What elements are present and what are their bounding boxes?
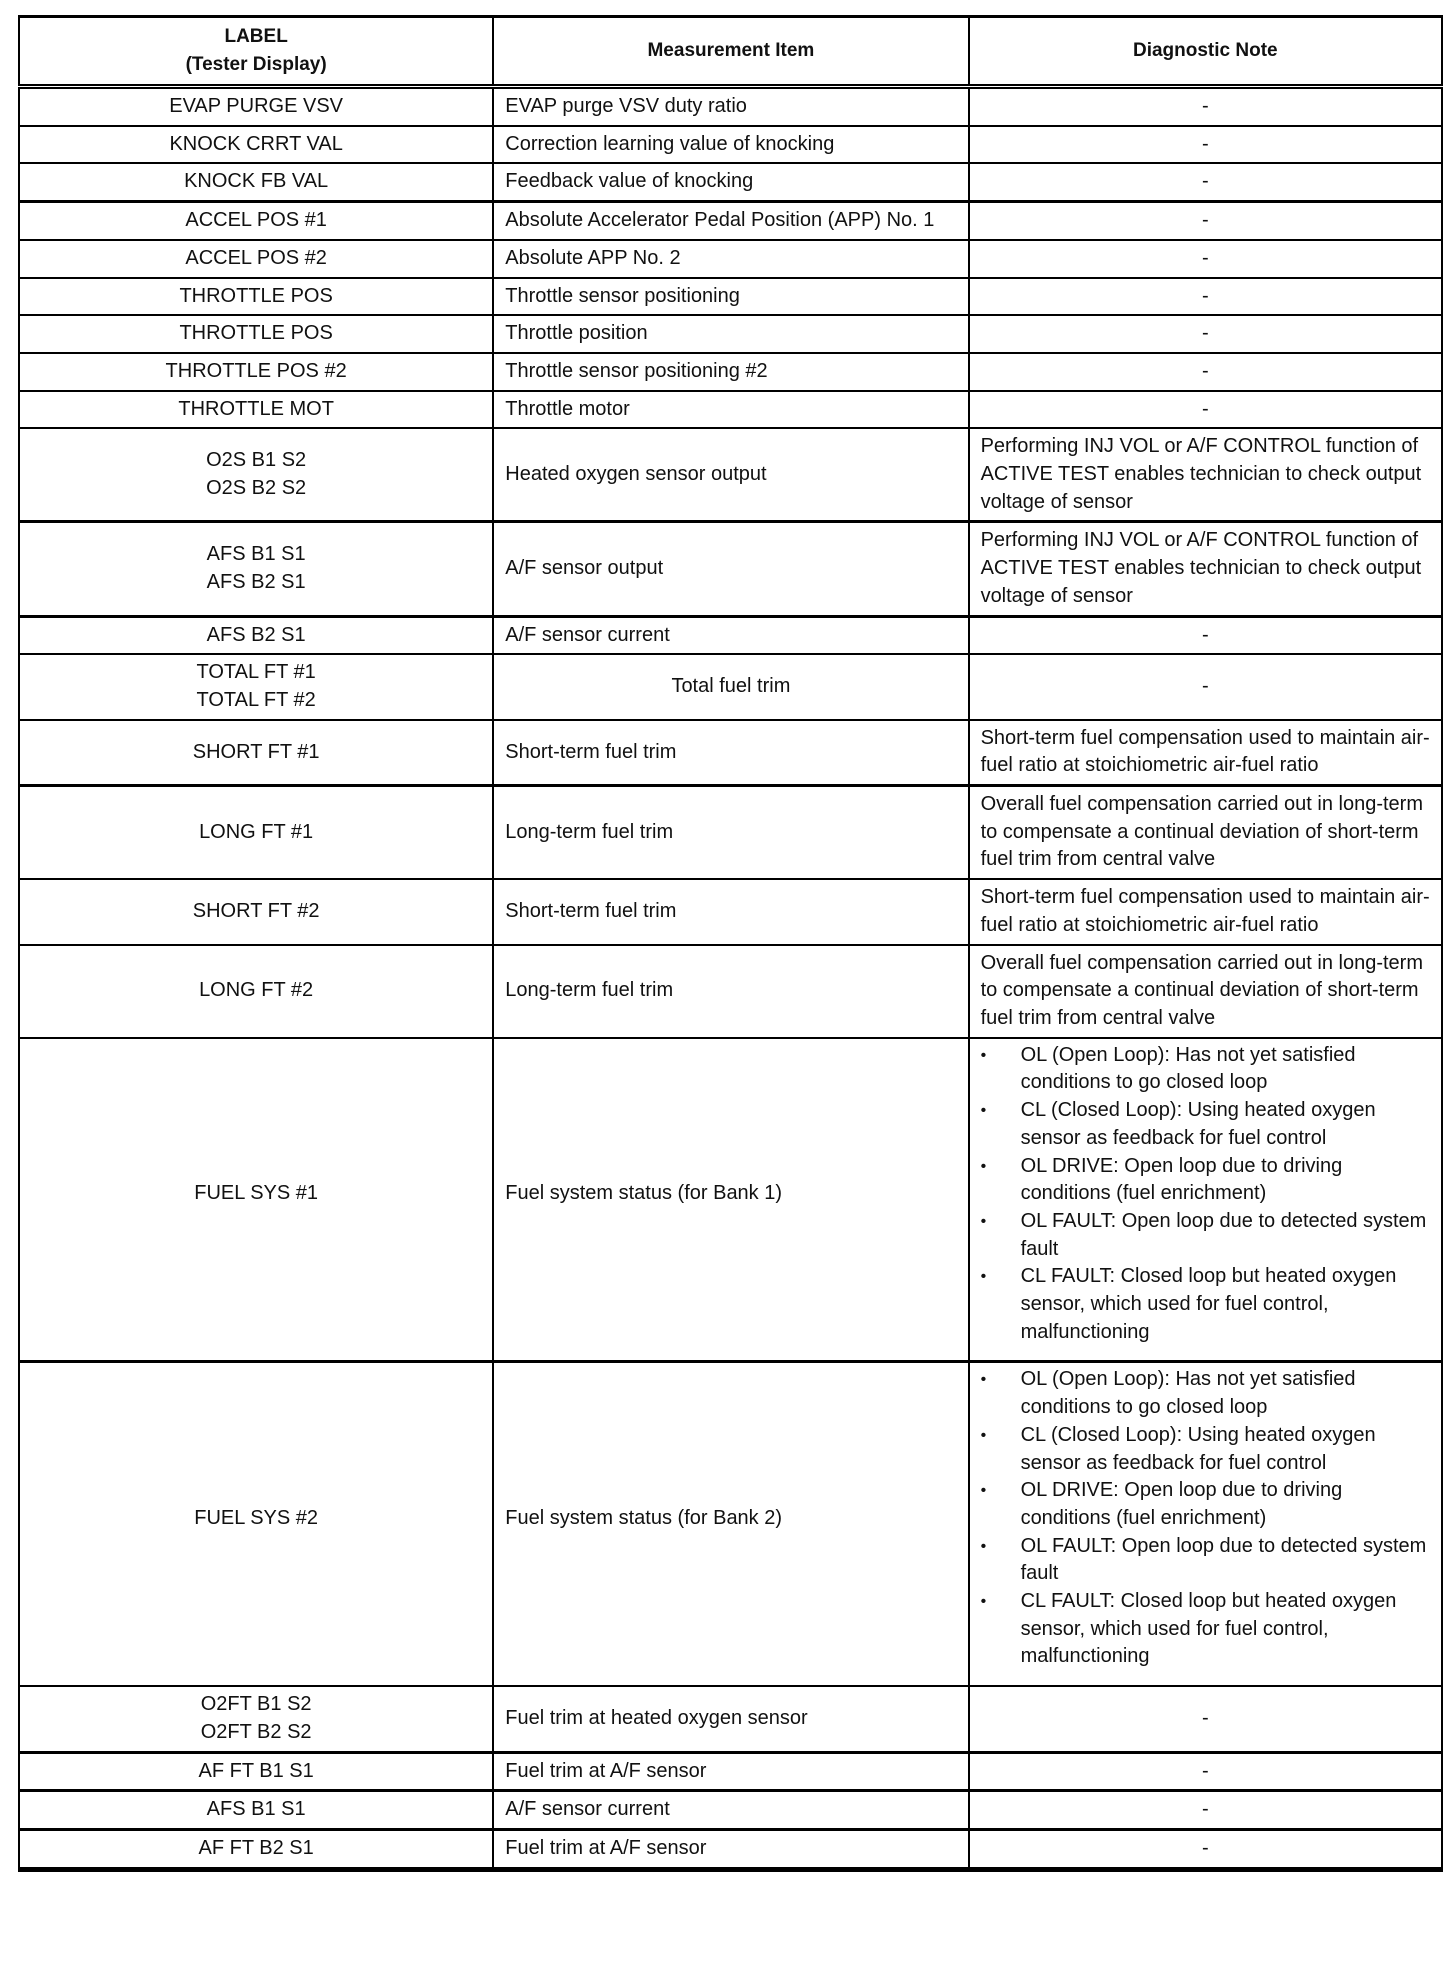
- tester-label: THROTTLE POS #2: [165, 359, 347, 382]
- table-row: [19, 1362, 1442, 1686]
- diagnostic-note: -: [969, 1791, 1442, 1830]
- measurement-item: Throttle sensor positioning: [493, 278, 968, 316]
- table-row: [19, 353, 1442, 391]
- diagnostic-note: -: [969, 126, 1442, 164]
- diagnostic-note: Short-term fuel compensation used to maintain air-fuel ratio at stoichiometric air-fuel ratio: [969, 720, 1442, 786]
- tester-label: AFS B1 S1: [206, 543, 306, 566]
- measurement-item: A/F sensor current: [493, 616, 968, 654]
- label-cell: [19, 879, 493, 944]
- label-cell: [19, 391, 493, 429]
- label-cell: [19, 1686, 493, 1752]
- label-cell: [19, 720, 493, 786]
- measurement-item: Fuel trim at A/F sensor: [493, 1829, 968, 1869]
- table-row: [19, 163, 1442, 201]
- diagnostic-note: [969, 1362, 1442, 1686]
- measurement-item: Throttle position: [493, 315, 968, 353]
- label-cell: [19, 315, 493, 353]
- header-diagnostic-note: Diagnostic Note: [969, 17, 1442, 87]
- table-row: [19, 315, 1442, 353]
- tester-label: AFS B2 S1: [206, 570, 306, 593]
- tester-label: TOTAL FT #2: [196, 688, 316, 711]
- measurement-item: Correction learning value of knocking: [493, 126, 968, 164]
- measurement-item: Absolute APP No. 2: [493, 240, 968, 278]
- diagnostic-note: [969, 1038, 1442, 1362]
- tester-label: ACCEL POS #1: [185, 209, 327, 232]
- header-label-line1: LABEL: [224, 26, 288, 48]
- table-row: [19, 1038, 1442, 1362]
- measurement-item: Heated oxygen sensor output: [493, 428, 968, 522]
- table-row: [19, 126, 1442, 164]
- note-bullet-item: • OL (Open Loop): Has not yet satisfied conditions to go closed loop: [1021, 1042, 1430, 1097]
- tester-label: TOTAL FT #1: [196, 661, 316, 684]
- label-cell: [19, 240, 493, 278]
- tester-label: O2FT B2 S2: [200, 1720, 312, 1743]
- label-cell: [19, 1362, 493, 1686]
- diagnostic-note: Short-term fuel compensation used to maintain air-fuel ratio at stoichiometric air-fuel ratio: [969, 879, 1442, 944]
- note-bullet-item: • CL (Closed Loop): Using heated oxygen sensor as feedback for fuel control: [1021, 1097, 1430, 1152]
- note-bullet-item: • OL FAULT: Open loop due to detected system fault: [1021, 1208, 1430, 1263]
- measurement-item: Short-term fuel trim: [493, 879, 968, 944]
- tester-label: SHORT FT #2: [192, 900, 320, 923]
- tester-label: AF FT B1 S1: [198, 1759, 314, 1782]
- tester-label: AFS B2 S1: [206, 623, 306, 646]
- diagnostic-note: -: [969, 315, 1442, 353]
- label-cell: [19, 428, 493, 522]
- table-row: [19, 1686, 1442, 1752]
- tester-label: SHORT FT #1: [192, 740, 320, 763]
- label-cell: [19, 1791, 493, 1830]
- header-label: [19, 17, 493, 87]
- tester-label: O2S B2 S2: [206, 476, 307, 499]
- measurement-item: Feedback value of knocking: [493, 163, 968, 201]
- measurement-item: Fuel trim at heated oxygen sensor: [493, 1686, 968, 1752]
- measurement-item: Long-term fuel trim: [493, 945, 968, 1038]
- label-cell: [19, 202, 493, 240]
- diagnostic-note: -: [969, 1829, 1442, 1869]
- tester-label: AF FT B2 S1: [198, 1836, 314, 1859]
- tester-label: FUEL SYS #1: [194, 1182, 319, 1205]
- tester-label: AFS B1 S1: [206, 1798, 306, 1821]
- table-row: [19, 1829, 1442, 1869]
- header-label-line2: (Tester Display): [185, 54, 327, 75]
- measurement-item: EVAP purge VSV duty ratio: [493, 87, 968, 126]
- note-bullet-item: • CL (Closed Loop): Using heated oxygen sensor as feedback for fuel control: [1021, 1422, 1430, 1477]
- measurement-item: Throttle motor: [493, 391, 968, 429]
- tester-label: LONG FT #2: [199, 979, 314, 1002]
- note-bullet-item: • OL DRIVE: Open loop due to driving conditions (fuel enrichment): [1021, 1477, 1430, 1532]
- tester-label: THROTTLE MOT: [178, 397, 334, 420]
- table-row: [19, 720, 1442, 786]
- note-bullet-item: • OL (Open Loop): Has not yet satisfied conditions to go closed loop: [1021, 1366, 1430, 1421]
- diagnostic-note: -: [969, 654, 1442, 719]
- measurement-item: Short-term fuel trim: [493, 720, 968, 786]
- label-cell: [19, 353, 493, 391]
- diagnostic-note: -: [969, 616, 1442, 654]
- tester-label: KNOCK FB VAL: [184, 170, 329, 193]
- table-header: [19, 17, 1442, 87]
- diagnostic-note: -: [969, 1752, 1442, 1791]
- measurement-item: Absolute Accelerator Pedal Position (APP) No. 1: [493, 202, 968, 240]
- table-row: [19, 522, 1442, 616]
- measurement-item: Fuel system status (for Bank 1): [493, 1038, 968, 1362]
- diagnostic-note: -: [969, 202, 1442, 240]
- table-row: [19, 428, 1442, 522]
- measurement-item: Long-term fuel trim: [493, 786, 968, 880]
- label-cell: [19, 1829, 493, 1869]
- note-bullet-list: [981, 1366, 1430, 1671]
- diagnostic-note: Overall fuel compensation carried out in long-term to compensate a continual deviation of short-term fuel trim from central valve: [969, 786, 1442, 880]
- diagnostic-note: -: [969, 163, 1442, 201]
- table-row: [19, 202, 1442, 240]
- diagnostic-note: Performing INJ VOL or A/F CONTROL function of ACTIVE TEST enables technician to check output voltage of sensor: [969, 428, 1442, 522]
- label-cell: [19, 126, 493, 164]
- label-cell: [19, 1038, 493, 1362]
- table-row: [19, 879, 1442, 944]
- table-row: [19, 240, 1442, 278]
- table-row: [19, 786, 1442, 880]
- measurement-item: Total fuel trim: [493, 654, 968, 719]
- note-bullet-item: • CL FAULT: Closed loop but heated oxygen sensor, which used for fuel control, malfunctioning: [1021, 1263, 1430, 1346]
- measurement-item: Fuel system status (for Bank 2): [493, 1362, 968, 1686]
- diagnostic-note: -: [969, 278, 1442, 316]
- tester-label: LONG FT #1: [199, 820, 314, 843]
- measurement-item: A/F sensor current: [493, 1791, 968, 1830]
- tester-label: THROTTLE POS: [179, 284, 333, 307]
- measurement-item: Fuel trim at A/F sensor: [493, 1752, 968, 1791]
- table-row: [19, 945, 1442, 1038]
- tester-label: O2S B1 S2: [206, 449, 307, 472]
- table-row: [19, 278, 1442, 316]
- diagnostic-note: -: [969, 391, 1442, 429]
- note-bullet-item: • OL FAULT: Open loop due to detected system fault: [1021, 1533, 1430, 1588]
- tester-label: EVAP PURGE VSV: [169, 95, 344, 117]
- diagnostic-note: Overall fuel compensation carried out in long-term to compensate a continual deviation of short-term fuel trim from central valve: [969, 945, 1442, 1038]
- note-bullet-item: • CL FAULT: Closed loop but heated oxygen sensor, which used for fuel control, malfunctioning: [1021, 1588, 1430, 1671]
- table-row: [19, 87, 1442, 126]
- diagnostic-note: -: [969, 353, 1442, 391]
- label-cell: [19, 654, 493, 719]
- tester-label: FUEL SYS #2: [194, 1506, 319, 1529]
- measurement-item: A/F sensor output: [493, 522, 968, 616]
- label-cell: [19, 163, 493, 201]
- data-list-table: [18, 15, 1443, 1872]
- tester-label: THROTTLE POS: [179, 322, 333, 345]
- label-cell: [19, 522, 493, 616]
- label-cell: [19, 786, 493, 880]
- tester-label: O2FT B1 S2: [200, 1693, 312, 1716]
- label-cell: [19, 278, 493, 316]
- table-row: [19, 1791, 1442, 1830]
- tester-label: ACCEL POS #2: [185, 246, 327, 269]
- diagnostic-note: -: [969, 240, 1442, 278]
- header-measurement-item: Measurement Item: [493, 17, 968, 87]
- tester-label: KNOCK CRRT VAL: [169, 132, 343, 155]
- label-cell: [19, 945, 493, 1038]
- measurement-item: Throttle sensor positioning #2: [493, 353, 968, 391]
- diagnostic-note: -: [969, 87, 1442, 126]
- note-bullet-item: • OL DRIVE: Open loop due to driving conditions (fuel enrichment): [1021, 1153, 1430, 1208]
- label-cell: [19, 1752, 493, 1791]
- label-cell: [19, 87, 493, 126]
- table-row: [19, 1752, 1442, 1791]
- table-row: [19, 616, 1442, 654]
- note-bullet-list: [981, 1042, 1430, 1347]
- diagnostic-note: -: [969, 1686, 1442, 1752]
- table-row: [19, 391, 1442, 429]
- diagnostic-note: Performing INJ VOL or A/F CONTROL function of ACTIVE TEST enables technician to check output voltage of sensor: [969, 522, 1442, 616]
- table-row: [19, 654, 1442, 719]
- label-cell: [19, 616, 493, 654]
